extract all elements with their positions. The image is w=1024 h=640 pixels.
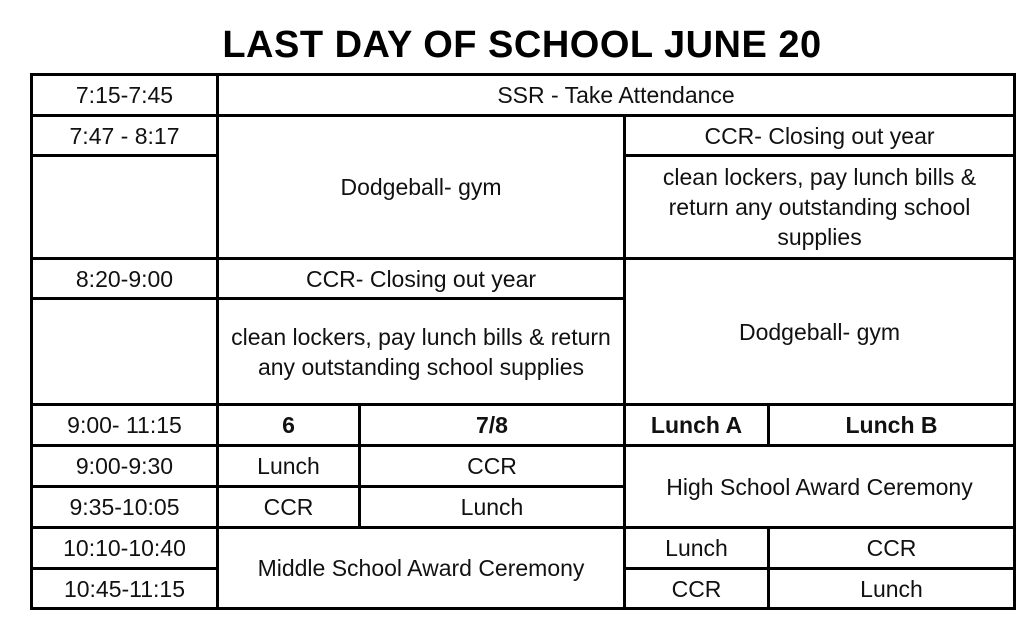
grade-78-header: 7/8 (360, 405, 625, 446)
table-row (32, 446, 1015, 487)
lunch-b-cell: Lunch (769, 569, 1015, 609)
high-school-ceremony-cell: High School Award Ceremony (625, 446, 1015, 528)
grade-6-header: 6 (218, 405, 360, 446)
time-cell: 8:20-9:00 (32, 259, 218, 299)
lunch-a-cell: CCR (625, 569, 769, 609)
lunch-a-cell: Lunch (625, 528, 769, 569)
lunch-a-header: Lunch A (625, 405, 769, 446)
table-row (32, 528, 1015, 569)
table-row (32, 116, 1015, 156)
time-cell: 7:15-7:45 (32, 75, 218, 116)
schedule-table (30, 73, 1016, 610)
grade-78-cell: Lunch (360, 487, 625, 528)
empty-time-cell (32, 299, 218, 405)
grade-6-cell: Lunch (218, 446, 360, 487)
activity-cell: Dodgeball- gym (218, 116, 625, 259)
lunch-b-cell: CCR (769, 528, 1015, 569)
time-cell: 10:10-10:40 (32, 528, 218, 569)
activity-cell: SSR - Take Attendance (218, 75, 1015, 116)
middle-school-ceremony-cell: Middle School Award Ceremony (218, 528, 625, 609)
table-row (32, 405, 1015, 446)
activity-heading-cell: CCR- Closing out year (218, 259, 625, 299)
activity-cell: Dodgeball- gym (625, 259, 1015, 405)
time-cell: 9:00- 11:15 (32, 405, 218, 446)
time-cell: 7:47 - 8:17 (32, 116, 218, 156)
empty-time-cell (32, 156, 218, 259)
grade-78-cell: CCR (360, 446, 625, 487)
time-cell: 9:35-10:05 (32, 487, 218, 528)
table-row (32, 259, 1015, 299)
table-row (32, 75, 1015, 116)
time-cell: 10:45-11:15 (32, 569, 218, 609)
page-title: LAST DAY OF SCHOOL JUNE 20 (222, 24, 822, 66)
time-cell: 9:00-9:30 (32, 446, 218, 487)
activity-detail-cell: clean lockers, pay lunch bills & return any outstanding school supplies (218, 299, 625, 405)
lunch-b-header: Lunch B (769, 405, 1015, 446)
activity-heading-cell: CCR- Closing out year (625, 116, 1015, 156)
grade-6-cell: CCR (218, 487, 360, 528)
activity-detail-cell: clean lockers, pay lunch bills & return any outstanding school supplies (625, 156, 1015, 259)
